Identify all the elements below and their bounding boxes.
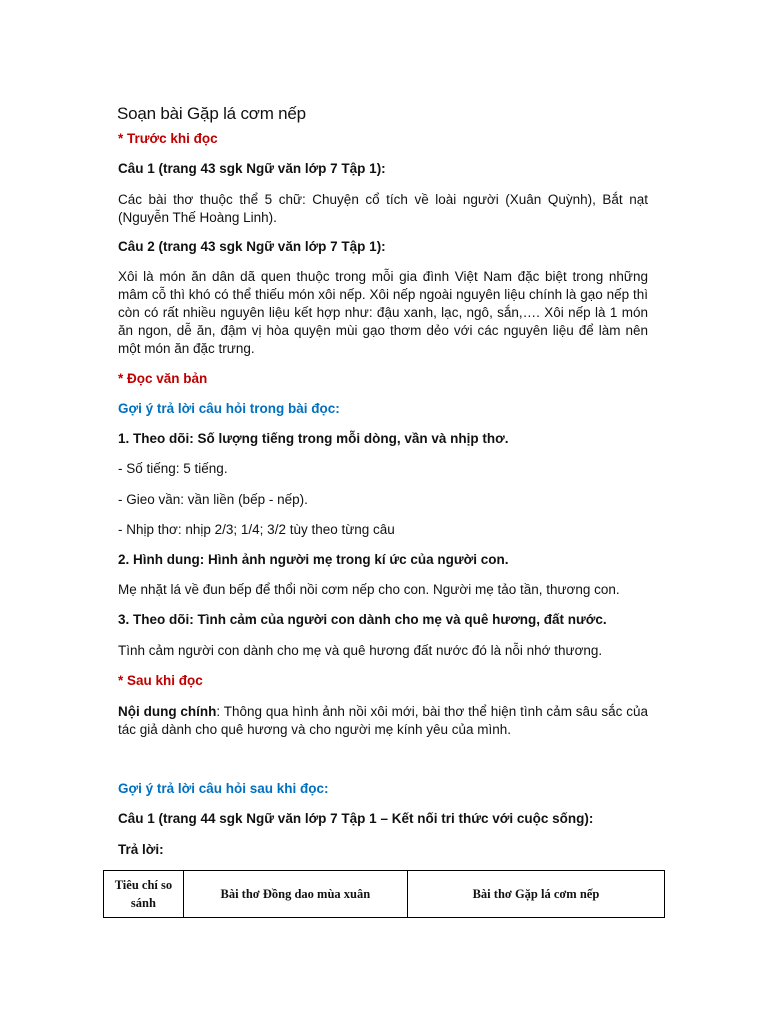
main-content-text: : Thông qua hình ảnh nồi xôi mới, bài thơ thể hiện tình cảm sâu sắc của tác giả dành cho quê hương và cho người mẹ kính yêu của mình. (118, 704, 648, 737)
item-1-line: - Gieo vần: vần liền (bếp - nếp). (118, 492, 308, 507)
item-3-heading: 3. Theo dõi: Tình cảm của người con dành cho mẹ và quê hương, đất nước. (118, 612, 607, 627)
question-2-heading: Câu 2 (trang 43 sgk Ngữ văn lớp 7 Tập 1): (118, 239, 386, 254)
table-header-row (104, 871, 665, 918)
section-before-reading: * Trước khi đọc (118, 131, 218, 146)
item-1-heading: 1. Theo dõi: Số lượng tiếng trong mỗi dòng, vần và nhịp thơ. (118, 431, 509, 446)
table-header-cell: Bài thơ Gặp lá cơm nếp (407, 871, 664, 918)
item-1-line: - Số tiếng: 5 tiếng. (118, 461, 228, 476)
page-title: Soạn bài Gặp lá cơm nếp (117, 104, 306, 123)
after-question-1-heading: Câu 1 (trang 44 sgk Ngữ văn lớp 7 Tập 1 – Kết nối tri thức với cuộc sống): (118, 811, 594, 826)
item-2-answer: Mẹ nhặt lá về đun bếp để thổi nồi cơm nếp cho con. Người mẹ tảo tần, thương con. (118, 582, 620, 597)
table-header-cell: Tiêu chí so sánh (104, 871, 184, 918)
comparison-table (103, 870, 665, 918)
table-header-cell: Bài thơ Đồng dao mùa xuân (183, 871, 407, 918)
after-reading-subheading: Gợi ý trả lời câu hỏi sau khi đọc: (118, 781, 329, 796)
item-3-answer: Tình cảm người con dành cho mẹ và quê hương đất nước đó là nỗi nhớ thương. (118, 643, 603, 658)
main-content-label: Nội dung chính (118, 704, 217, 719)
main-content-paragraph (118, 703, 648, 739)
question-2-answer: Xôi là món ăn dân dã quen thuộc trong mỗi gia đình Việt Nam đặc biệt trong những mâm cỗ thì khó có thể thiếu món xôi nếp. Xôi nếp ngoài nguyên liệu chính là gạo nếp thì còn có rất nhiều nguyên liệu kết hợp như: đậu xanh, lạc, ngô, sắn,…. Xôi nếp là 1 món ăn ngon, dễ ăn, đậm vị hòa quyện mùi gạo thơm dẻo với các nguyên liệu để làm nên một món ăn đặc trưng. (118, 269, 648, 356)
question-1-answer: Các bài thơ thuộc thể 5 chữ: Chuyện cổ tích về loài người (Xuân Quỳnh), Bắt nạt (Nguyễn Thế Hoàng Linh). (118, 192, 648, 225)
section-after-reading: * Sau khi đọc (118, 673, 203, 688)
item-1-line: - Nhịp thơ: nhịp 2/3; 1/4; 3/2 tùy theo từng câu (118, 522, 395, 537)
answer-label: Trả lời: (118, 842, 164, 857)
reading-subheading: Gợi ý trả lời câu hỏi trong bài đọc: (118, 401, 340, 416)
section-reading: * Đọc văn bản (118, 371, 208, 386)
item-2-heading: 2. Hình dung: Hình ảnh người mẹ trong kí ức của người con. (118, 552, 509, 567)
question-1-heading: Câu 1 (trang 43 sgk Ngữ văn lớp 7 Tập 1): (118, 161, 386, 176)
